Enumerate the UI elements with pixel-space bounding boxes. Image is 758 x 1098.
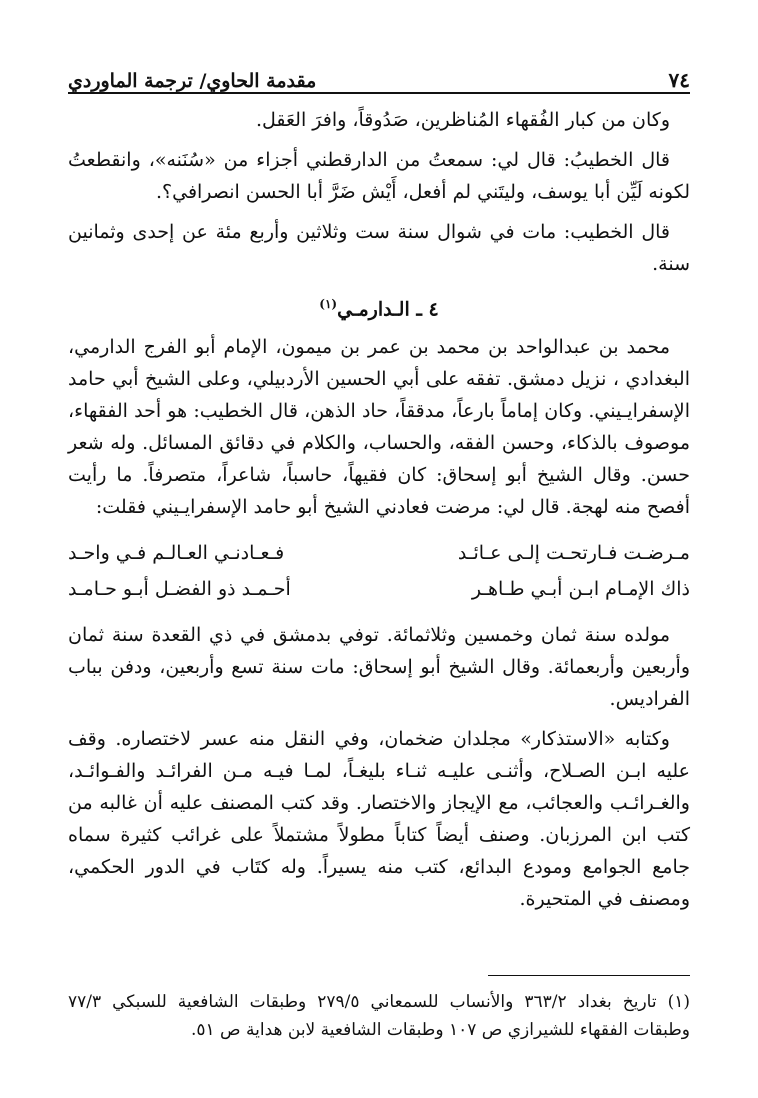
verse-first-hemistich: ذاك الإمـام ابـن أبـي طـاهـر: [471, 578, 690, 601]
section-title-text: ٤ ـ الـدارمـي: [337, 298, 439, 321]
footnote: (١) تاريخ بغداد ٣٦٣/٢ والأنساب للسمعاني ٢٧٩/٥ وطبقات الشافعية للسبكي ٧٧/٣ وطبقات الفقهاء للشيرازي ص ١٠٧ وطبقات الشافعية لابن هداية ص ٥١.: [68, 992, 690, 1040]
footnote-separator: [488, 975, 690, 976]
verse-line: [68, 571, 690, 607]
page-number: ٧٤: [668, 68, 690, 92]
section-title: [68, 288, 690, 325]
page-header: [68, 58, 690, 94]
verse-first-hemistich: مـرضـت فـارتحـت إلـى عـائـد: [457, 542, 690, 565]
footnote-reference: (١): [319, 297, 338, 311]
verse-second-hemistich: أحـمـد ذو الفضـل أبـو حـامـد: [68, 578, 291, 601]
paragraph: وكتابه «الاستذكار» مجلدان ضخمان، وفي النقل منه عسر لاختصاره. وقف عليه ابـن الصـلاح، وأثنـى عليـه ثنـاء بليغـاً، لمـا فيـه مـن الفرائـد والفـوائـد، والغـرائـب والعجائب، مع الإيجاز والاختصار. وقد كتب المصنف عليه أن غالبه من كتب ابن المرزبان. وصنف أيضاً كتاباً مطولاً مشتملاً على غرائب كثيرة سماه جامع الجوامع ومودع البدائع، كتب منه يسيراً. وله كتَاب في الدور الحكمي، ومصنف في المتحيرة.: [68, 728, 690, 911]
paragraph: مولده سنة ثمان وخمسين وثلاثمائة. توفي بدمشق في ذي القعدة سنة ثمان وأربعين وأربعمائة. وقال الشيخ أبو إسحاق: مات سنة تسع وأربعين، ودفن بباب الفراديس.: [68, 624, 690, 711]
page-body: [68, 104, 690, 923]
running-title: مقدمة الحاوي/ ترجمة الماوردي: [68, 70, 317, 92]
verse-second-hemistich: فـعـادنـي العـالـم فـي واحـد: [68, 542, 285, 565]
paragraph: وكان من كبار الفُقهاء المُناظرين، صَدُوقاً، وافرَ العَقل.: [255, 109, 670, 131]
paragraph: قال الخطيب: مات في شوال سنة ست وثلاثين وأربع مئة عن إحدى وثمانين سنة.: [68, 221, 690, 275]
verse-line: [68, 535, 690, 571]
biography-paragraph: محمد بن عبدالواحد بن محمد بن عمر بن ميمون، الإمام أبو الفرج الدارمي، البغدادي ، نزيل دمشق. تفقه على أبي الحسين الأردبيلي، وعلى الشيخ أبي حامد الإسفرايـيني. وكان إماماً بارعاً، مدققاً، حاد الذهن، قال الخطيب: هو أحد الفقهاء، موصوف بالذكاء، وحسن الفقه، والحساب، والكلام في دقائق المسائل. وله شعر حسن. وقال الشيخ أبو إسحاق: كان فقيهاً، حاسباً، شاعراً، متصرفاً. ما رأيت أفصح منه لهجة. قال لي: مرضت فعادني الشيخ أبو حامد الإسفرايـيني فقلت:: [68, 336, 690, 519]
poem: [68, 535, 690, 607]
paragraph: قال الخطيبُ: قال لي: سمعتُ من الدارقطني أجزاء من «سُنَنه»، وانقطعتُ لكونه لَيِّن أبا يوسف، وليتَني لم أفعل، أَيْش ضَرَّ أبا الحسن انصرافي؟.: [68, 149, 690, 203]
